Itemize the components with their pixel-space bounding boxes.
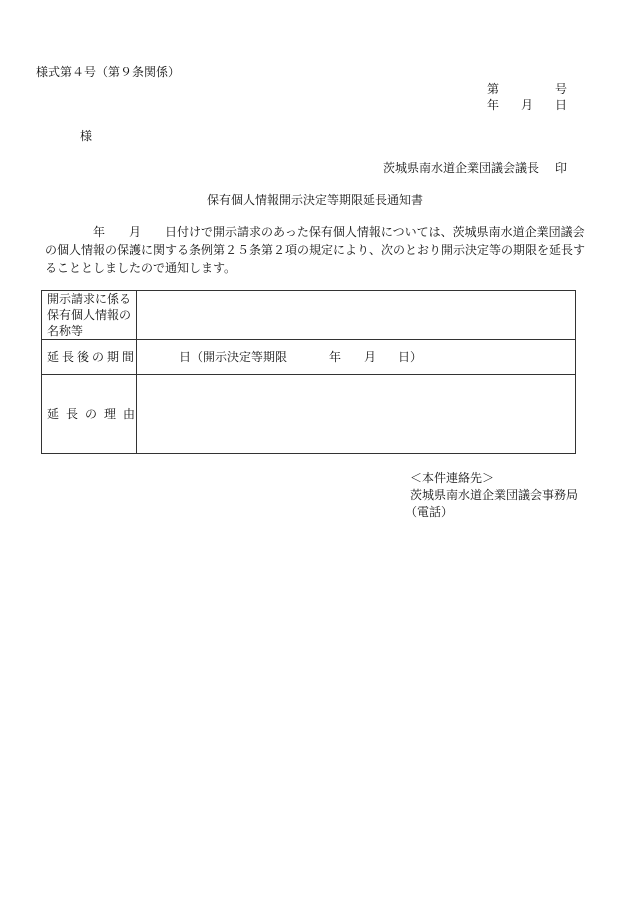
seal-mark: 印	[555, 161, 568, 175]
table-row-name	[42, 291, 576, 340]
reason-value	[137, 375, 576, 454]
issue-date-month: 月	[521, 98, 534, 112]
issue-date-day: 日	[555, 98, 568, 112]
period-deadline-year: 年	[329, 350, 342, 364]
contact-heading: ＜本件連絡先＞	[410, 471, 495, 485]
info-table	[41, 290, 576, 454]
name-label: 開示請求に係る保有個人情報の名称等	[42, 291, 137, 340]
period-label-cell	[42, 340, 137, 375]
contact-phone-label: （電話）	[405, 505, 454, 519]
document-number-suffix: 号	[555, 82, 568, 96]
issue-date-year: 年	[487, 98, 500, 112]
period-deadline-month: 月	[364, 350, 377, 364]
period-value	[137, 340, 576, 375]
document-title: 保有個人情報開示決定等期限延長通知書	[206, 193, 423, 207]
period-days: 日（開示決定等期限	[179, 350, 288, 364]
table-row-reason	[42, 375, 576, 454]
name-value	[137, 291, 576, 340]
reason-label-cell	[42, 375, 143, 454]
period-label: 延長後の期間	[47, 350, 138, 364]
period-deadline-day: 日）	[398, 350, 423, 364]
form-number: 様式第４号（第９条関係）	[36, 65, 181, 79]
body-text: 年 月 日付けで開示請求のあった保有個人情報については、茨城県南水道企業団議会の個人情報の保護に関する条例第２５条第２項の規定により、次のとおり開示決定等の期限を延長することとしましたので通知します。	[45, 225, 586, 275]
document-number-prefix: 第	[487, 82, 500, 96]
addressee-honorific: 様	[80, 129, 93, 143]
table-row-period	[42, 340, 576, 375]
contact-organization: 茨城県南水道企業団議会事務局	[410, 488, 579, 502]
reason-label: 延長の理由	[47, 407, 143, 421]
sender-name: 茨城県南水道企業団議会議長	[383, 161, 540, 175]
